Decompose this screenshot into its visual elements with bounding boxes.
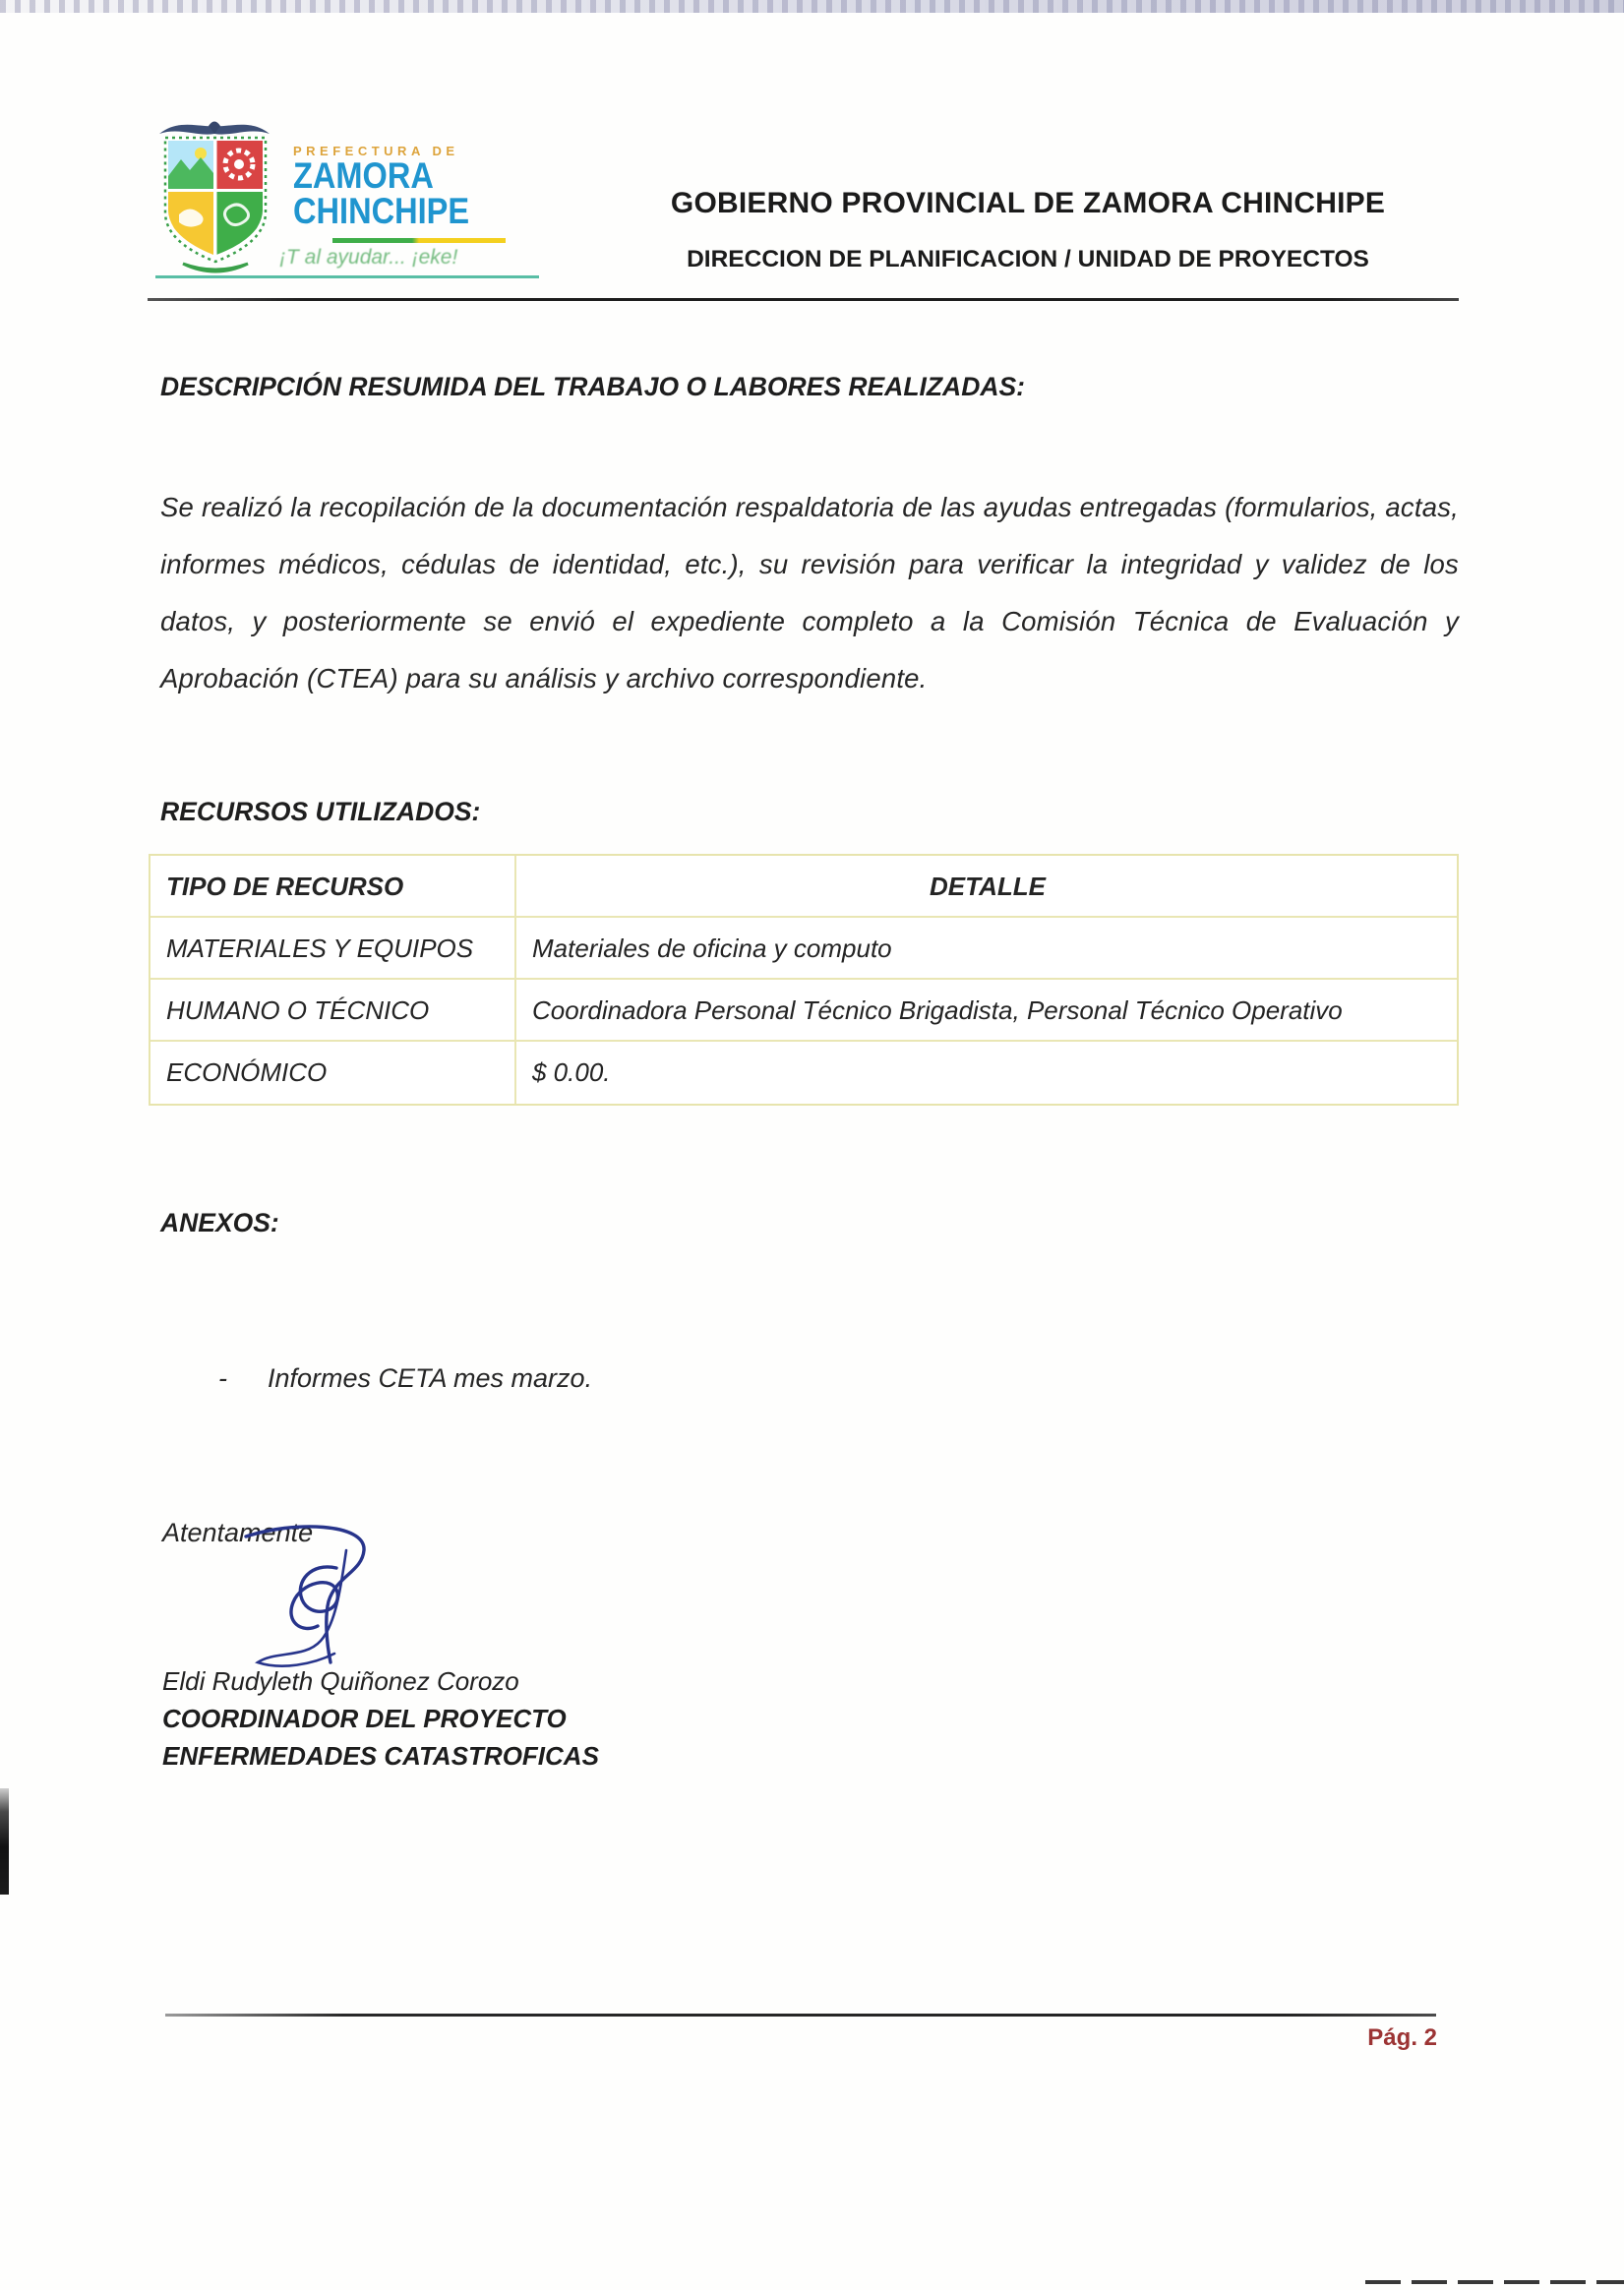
annex-item-text: Informes CETA mes marzo. bbox=[268, 1363, 593, 1393]
resources-heading: RECURSOS UTILIZADOS: bbox=[160, 797, 481, 826]
table-row-economico-detalle: $ 0.00. bbox=[516, 1042, 1457, 1104]
footer-divider bbox=[165, 2014, 1436, 2017]
description-paragraph: Se realizó la recopilación de la documentación respaldatoria de las ayudas entregadas (formularios, actas, informes médicos, cédulas de identidad, etc.), su revisión para verificar la integridad y validez de los datos, y posteriormente se envió el expediente completo a la Comisión Técnica de Evaluación y Aprobación (CTEA) para su análisis y archivo correspondiente. bbox=[160, 492, 1459, 693]
description-heading: DESCRIPCIÓN RESUMIDA DEL TRABAJO O LABORES REALIZADAS: bbox=[160, 372, 1025, 401]
logo-tagline: ¡T al ayudar... ¡eke! bbox=[279, 246, 458, 269]
institution-logo bbox=[153, 110, 547, 292]
scan-mark-bottom-right bbox=[1365, 2280, 1624, 2284]
salutation-text: Atentamente bbox=[162, 1518, 314, 1547]
table-header-detalle: DETALLE bbox=[516, 856, 1457, 918]
logo-wordmark bbox=[293, 144, 549, 229]
handwritten-signature bbox=[242, 1523, 419, 1680]
table-row-materiales-detalle: Materiales de oficina y computo bbox=[516, 918, 1457, 980]
logo-accent-bar bbox=[332, 238, 506, 243]
table-row-materiales-tipo: MATERIALES Y EQUIPOS bbox=[150, 918, 516, 980]
logo-name-line2: CHINCHIPE bbox=[293, 191, 470, 231]
logo-underline bbox=[155, 275, 539, 278]
table-header-tipo: TIPO DE RECURSO bbox=[150, 856, 516, 918]
table-row-economico-tipo: ECONÓMICO bbox=[150, 1042, 516, 1104]
list-dash-marker: - bbox=[218, 1363, 227, 1393]
logo-name-line1: ZAMORA bbox=[293, 155, 434, 196]
resources-table bbox=[149, 854, 1459, 1106]
header-divider bbox=[148, 298, 1459, 301]
scan-noise-top bbox=[0, 0, 1624, 13]
signer-role-line1: COORDINADOR DEL PROYECTO bbox=[162, 1704, 567, 1733]
logo-prefix-text: PREFECTURA DE bbox=[293, 144, 459, 158]
table-row-humano-detalle: Coordinadora Personal Técnico Brigadista, Personal Técnico Operativo bbox=[516, 980, 1457, 1042]
signer-role-line2: ENFERMEDADES CATASTROFICAS bbox=[162, 1741, 599, 1771]
page-number: Pág. 2 bbox=[1367, 2024, 1437, 2051]
org-title: GOBIERNO PROVINCIAL DE ZAMORA CHINCHIPE bbox=[670, 187, 1386, 219]
scan-mark-left-edge bbox=[0, 1788, 9, 1895]
coat-of-arms-icon bbox=[153, 114, 277, 279]
annexes-heading: ANEXOS: bbox=[160, 1208, 279, 1237]
annex-list-item bbox=[218, 1363, 592, 1394]
table-row-humano-tipo: HUMANO O TÉCNICO bbox=[150, 980, 516, 1042]
signer-name: Eldi Rudyleth Quiñonez Corozo bbox=[162, 1666, 519, 1696]
org-subtitle: DIRECCION DE PLANIFICACION / UNIDAD DE PROYECTOS bbox=[687, 246, 1369, 272]
document-header bbox=[590, 187, 1466, 273]
